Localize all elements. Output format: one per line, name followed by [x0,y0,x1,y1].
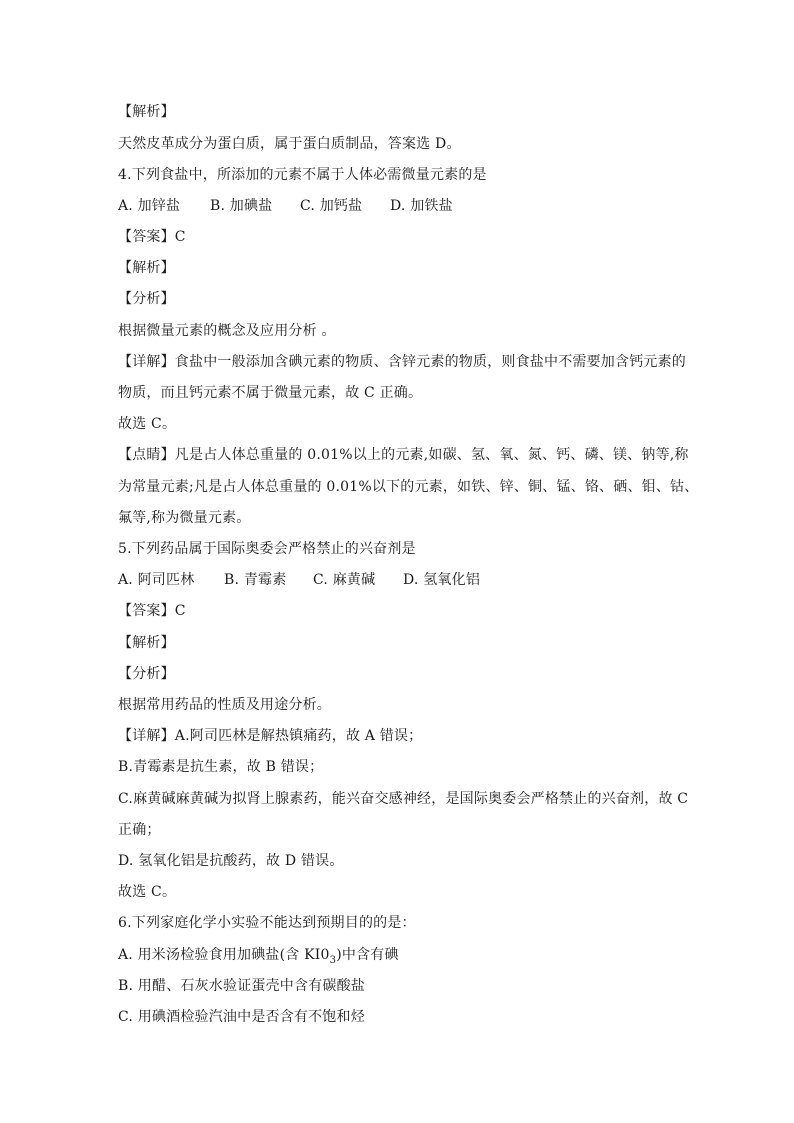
q5-option-a: A. 阿司匹林 [118,572,195,588]
q4-option-d: D. 加铁盐 [390,198,453,214]
q4-option-c: C. 加钙盐 [300,198,363,214]
q5-option-b: B. 青霉素 [224,572,287,588]
question-5-options [118,570,480,590]
q4-detail-line-1: 【详解】食盐中一般添加含碘元素的物质、含锌元素的物质，则食盐中不需要加含钙元素的 [118,354,686,370]
q4-note-line-2: 为常量元素;凡是占人体总重量的 0.01%以下的元素，如铁、锌、铜、锰、铬、硒、钼、钴、 [118,479,699,495]
q5-detail-c-line-1: C.麻黄碱麻黄碱为拟肾上腺素药，能兴奋交感神经，是国际奥委会严格禁止的兴奋剂，故 C [118,791,689,807]
q4-note-line-1: 【点睛】凡是占人体总重量的 0.01%以上的元素,如碳、氢、氧、氮、钙、磷、镁、钠等,称 [118,447,689,463]
analysis-heading: 【解析】 [118,104,175,120]
question-6-stem: 6.下列家庭化学小实验不能达到预期目的的是： [118,915,416,931]
q5-detail-c-line-2: 正确； [118,822,161,838]
q5-answer: 【答案】C [118,603,186,619]
q5-breakdown-text: 根据常用药品的性质及用途分析。 [118,697,331,713]
q6-option-a [118,945,399,971]
q6-option-a-subscript: 3 [329,954,337,966]
question-4-stem: 4.下列食盐中，所添加的元素不属于人体必需微量元素的是 [118,167,487,183]
q5-option-d: D. 氢氧化铝 [403,572,481,588]
q4-analysis-heading: 【解析】 [118,260,175,276]
q5-breakdown-heading: 【分析】 [118,666,175,682]
q4-choice: 故选 C。 [118,416,177,432]
q6-option-c: C. 用碘酒检验汽油中是否含有不饱和烃 [118,1009,365,1025]
q6-option-a-text: A. 用米汤检验食用加碘盐(含 KI0 [118,947,330,963]
q4-breakdown-text: 根据微量元素的概念及应用分析 。 [118,323,336,339]
q6-option-a-text-end: )中含有碘 [336,947,399,963]
q5-detail-a: 【详解】A.阿司匹林是解热镇痛药，故 A 错误； [118,728,423,744]
q6-option-b: B. 用醋、石灰水验证蛋壳中含有碳酸盐 [118,978,365,994]
q4-breakdown-heading: 【分析】 [118,291,175,307]
q3-analysis-text: 天然皮革成分为蛋白质，属于蛋白质制品，答案选 D。 [118,136,461,152]
question-5-stem: 5.下列药品属于国际奥委会严格禁止的兴奋剂是 [118,541,416,557]
q5-detail-d: D. 氢氧化铝是抗酸药，故 D 错误。 [118,853,344,869]
q4-option-b: B. 加碘盐 [210,198,273,214]
q4-detail-line-2: 物质，而且钙元素不属于微量元素，故 C 正确。 [118,385,423,401]
q5-detail-b: B.青霉素是抗生素，故 B 错误； [118,759,324,775]
q4-answer: 【答案】C [118,229,186,245]
q4-note-line-3: 氟等,称为微量元素。 [118,510,251,526]
q5-option-c: C. 麻黄碱 [313,572,376,588]
q5-analysis-heading: 【解析】 [118,635,175,651]
question-4-options [118,196,453,216]
q4-option-a: A. 加锌盐 [118,198,181,214]
q5-choice: 故选 C。 [118,884,177,900]
